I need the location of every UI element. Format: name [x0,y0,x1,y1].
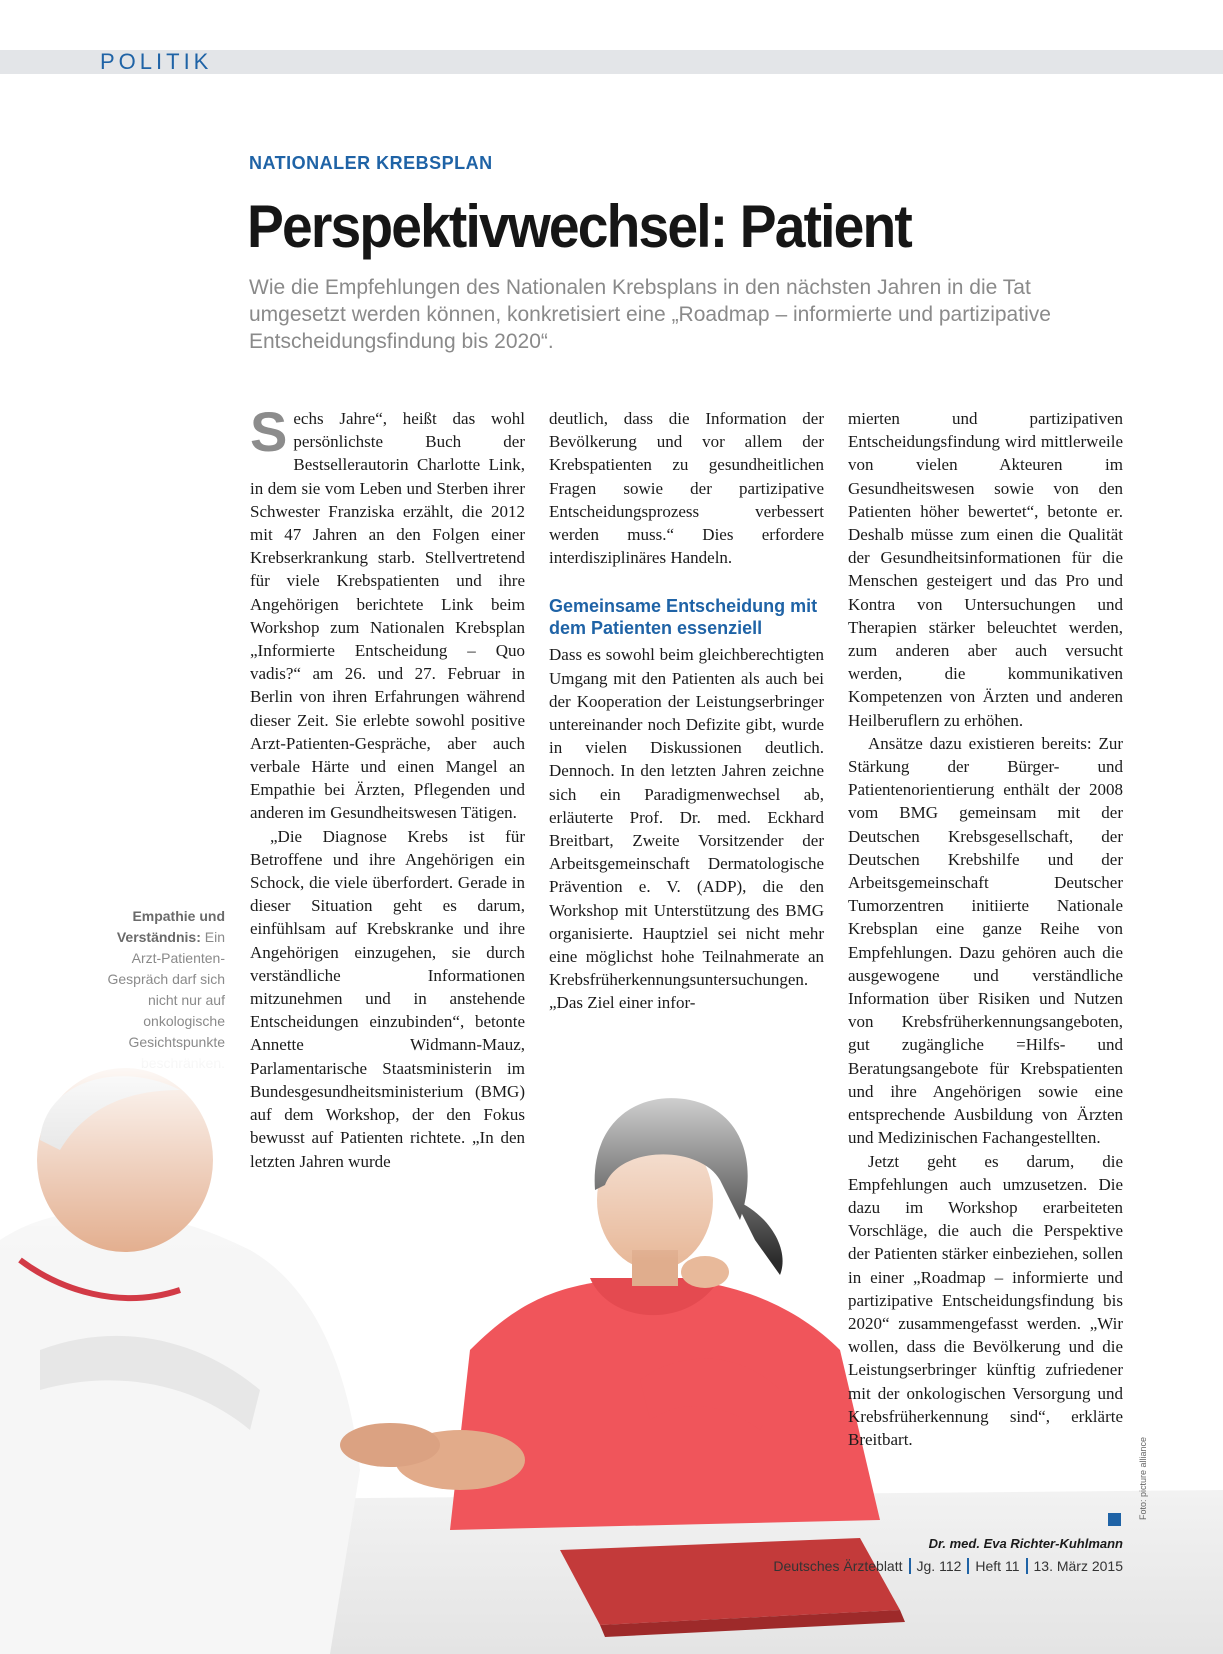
caption-text: Ein Arzt-Patienten-Gespräch darf sich nicht nur auf onkologische Gesichtspunkte [107,929,225,1050]
paragraph: Ansätze dazu existieren bereits: Zur Stärkung der Bürger- und Patientenorientierung enthält der 2008 vom BMG gemeinsam mit der Deutschen Krebsgesellschaft, der Deutschen Krebshilfe und der Arbeitsgemeinschaft Deutscher Tumorzentren initiierte Nationale Krebsplan eine ganze Reihe von Empfehlungen. Dazu gehören auch die ausgewogene und verständliche Information über Risiken und Nutzen von Krebsfrüherkennungsangeboten, gut zugängliche =Hilfs- und Beratungsangebote für Krebspatienten und ihre Angehörigen sowie eine entsprechende Ausbildung von Ärzten und Medizinischen Fachangestellten. [848,733,1123,1148]
section-label: POLITIK [100,49,213,74]
issue-date: 13. März 2015 [1033,1558,1123,1574]
byline: Dr. med. Eva Richter-Kuhlmann [928,1536,1123,1551]
footer-separator [1026,1558,1028,1574]
end-mark-icon [1108,1513,1121,1526]
article-column-2 [549,407,824,1015]
photo-caption [95,906,225,1074]
article-column-1 [250,400,525,1173]
page-title: Perspektivwechsel: Patient [247,193,911,260]
paragraph: deutlich, dass die Information der Bevölkerung und vor allem der Krebspatienten zu gesundheitlichen Fragen sowie der partizipative Entscheidungsprozess verbessert werden muss.“ Dies erfordere interdisziplinäres Handeln. [549,409,824,568]
footer-separator [909,1558,911,1574]
kicker: NATIONALER KREBSPLAN [249,153,493,173]
footer [773,1558,1123,1574]
paragraph: Dass es sowohl beim gleichberechtigten Umgang mit den Patienten als auch bei der Kooperation der Leistungserbringer untereinander noch Defizite gibt, wurde in vielen Diskussionen deutlich. Dennoch. In den letzten Jahren zeichne sich ein Paradigmenwechsel ab, erläuterte Prof. Dr. med. Eckhard Breitbart, Zweite Vorsitzender der Arbeitsgemeinschaft Dermatologische Prävention e. V. (ADP), die den Workshop mit Unterstützung des BMG organisierte. Hauptziel sei nicht mehr eine möglichst hohe Teilnahmerate an Krebsfrüherkennungsuntersuchungen. „Das Ziel einer infor- [549,645,824,1013]
dropcap: S [250,400,288,463]
journal-name: Deutsches Ärzteblatt [773,1558,903,1574]
footer-separator [967,1558,969,1574]
deck: Wie die Empfehlungen des Nationalen Krebsplans in den nächsten Jahren in die Tat umgesetzt werden können, konkretisiert eine „Roadmap – informierte und partizipative Entscheidungsfindung bis 2020“. [249,276,1051,353]
photo-credit: Foto: picture alliance [1138,1436,1148,1520]
issue: Heft 11 [975,1558,1020,1574]
subheading: Gemeinsame Entscheidung mit dem Patienten essenziell [549,596,818,639]
paragraph: mierten und partizipativen Entscheidungsfindung wird mittlerweile von vielen Akteuren im Gesundheitswesen sowie von den Patienten höher bewertet“, betonte er. Deshalb müsse zum einen die Qualität der Gesundheitsinformationen für die Menschen gesteigert und das Pro und Kontra von Untersuchungen und Therapien stärker beleuchtet werden, zum anderen aber auch versucht werden, die kommunikativen Kompetenzen von Ärzten und anderen Heilberuflern zu erhöhen. [848,409,1123,730]
volume: Jg. 112 [916,1558,962,1574]
paragraph: echs Jahre“, heißt das wohl persönlichste Buch der Bestsellerautorin Charlotte Link, in dem sie vom Leben und Sterben ihrer Schwester Franziska erzählt, die 2012 mit 47 Jahren an den Folgen einer Krebserkrankung starb. Stellvertretend für viele Krebspatienten und ihre Angehörigen berichtete Link beim Workshop zum Nationalen Krebsplan „Informierte Entscheidung – Quo vadis?“ am 26. und 27. Februar in Berlin von ihren Erfahrungen während dieser Zeit. Sie erlebte sowohl positive Arzt-Patienten-Gespräche, aber auch verbale Härte und einen Mangel an Empathie bei Ärzten, Pflegenden und anderen im Gesundheitswesen Tätigen. [250,409,525,823]
article-column-3 [848,407,1123,1451]
caption-lead: Empathie und Verständnis: [116,908,225,945]
paragraph: Jetzt geht es darum, die Empfehlungen auch umzusetzen. Die dazu im Workshop erarbeiteten Vorschläge, die auch die Perspektive der Patienten stärker einbeziehen, sollen in einer „Roadmap – informierte und partizipative Entscheidungsfindung bis 2020“ zusammengefasst werden. „Wir wollen, dass die Bevölkerung und die Leistungserbringer künftig zufriedener mit der onkologischen Versorgung und Krebsfrüherkennung sind“, erklärte Breitbart. [848,1151,1123,1449]
paragraph: „Die Diagnose Krebs ist für Betroffene und ihre Angehörigen ein Schock, die viele überfordert. Gerade in dieser Situation geht es darum, einfühlsam auf Krebskranke und ihre Angehörigen einzugehen, sie durch verständliche Informationen mitzunehmen und in anstehende Entscheidungen einzubinden“, betonte Annette Widmann-Mauz, Parlamentarische Staatsministerin im Bundesgesundheitsministerium (BMG) auf dem Workshop, der den Fokus bewusst auf Patienten richtete. „In den letzten Jahren wurde [250,826,525,1171]
